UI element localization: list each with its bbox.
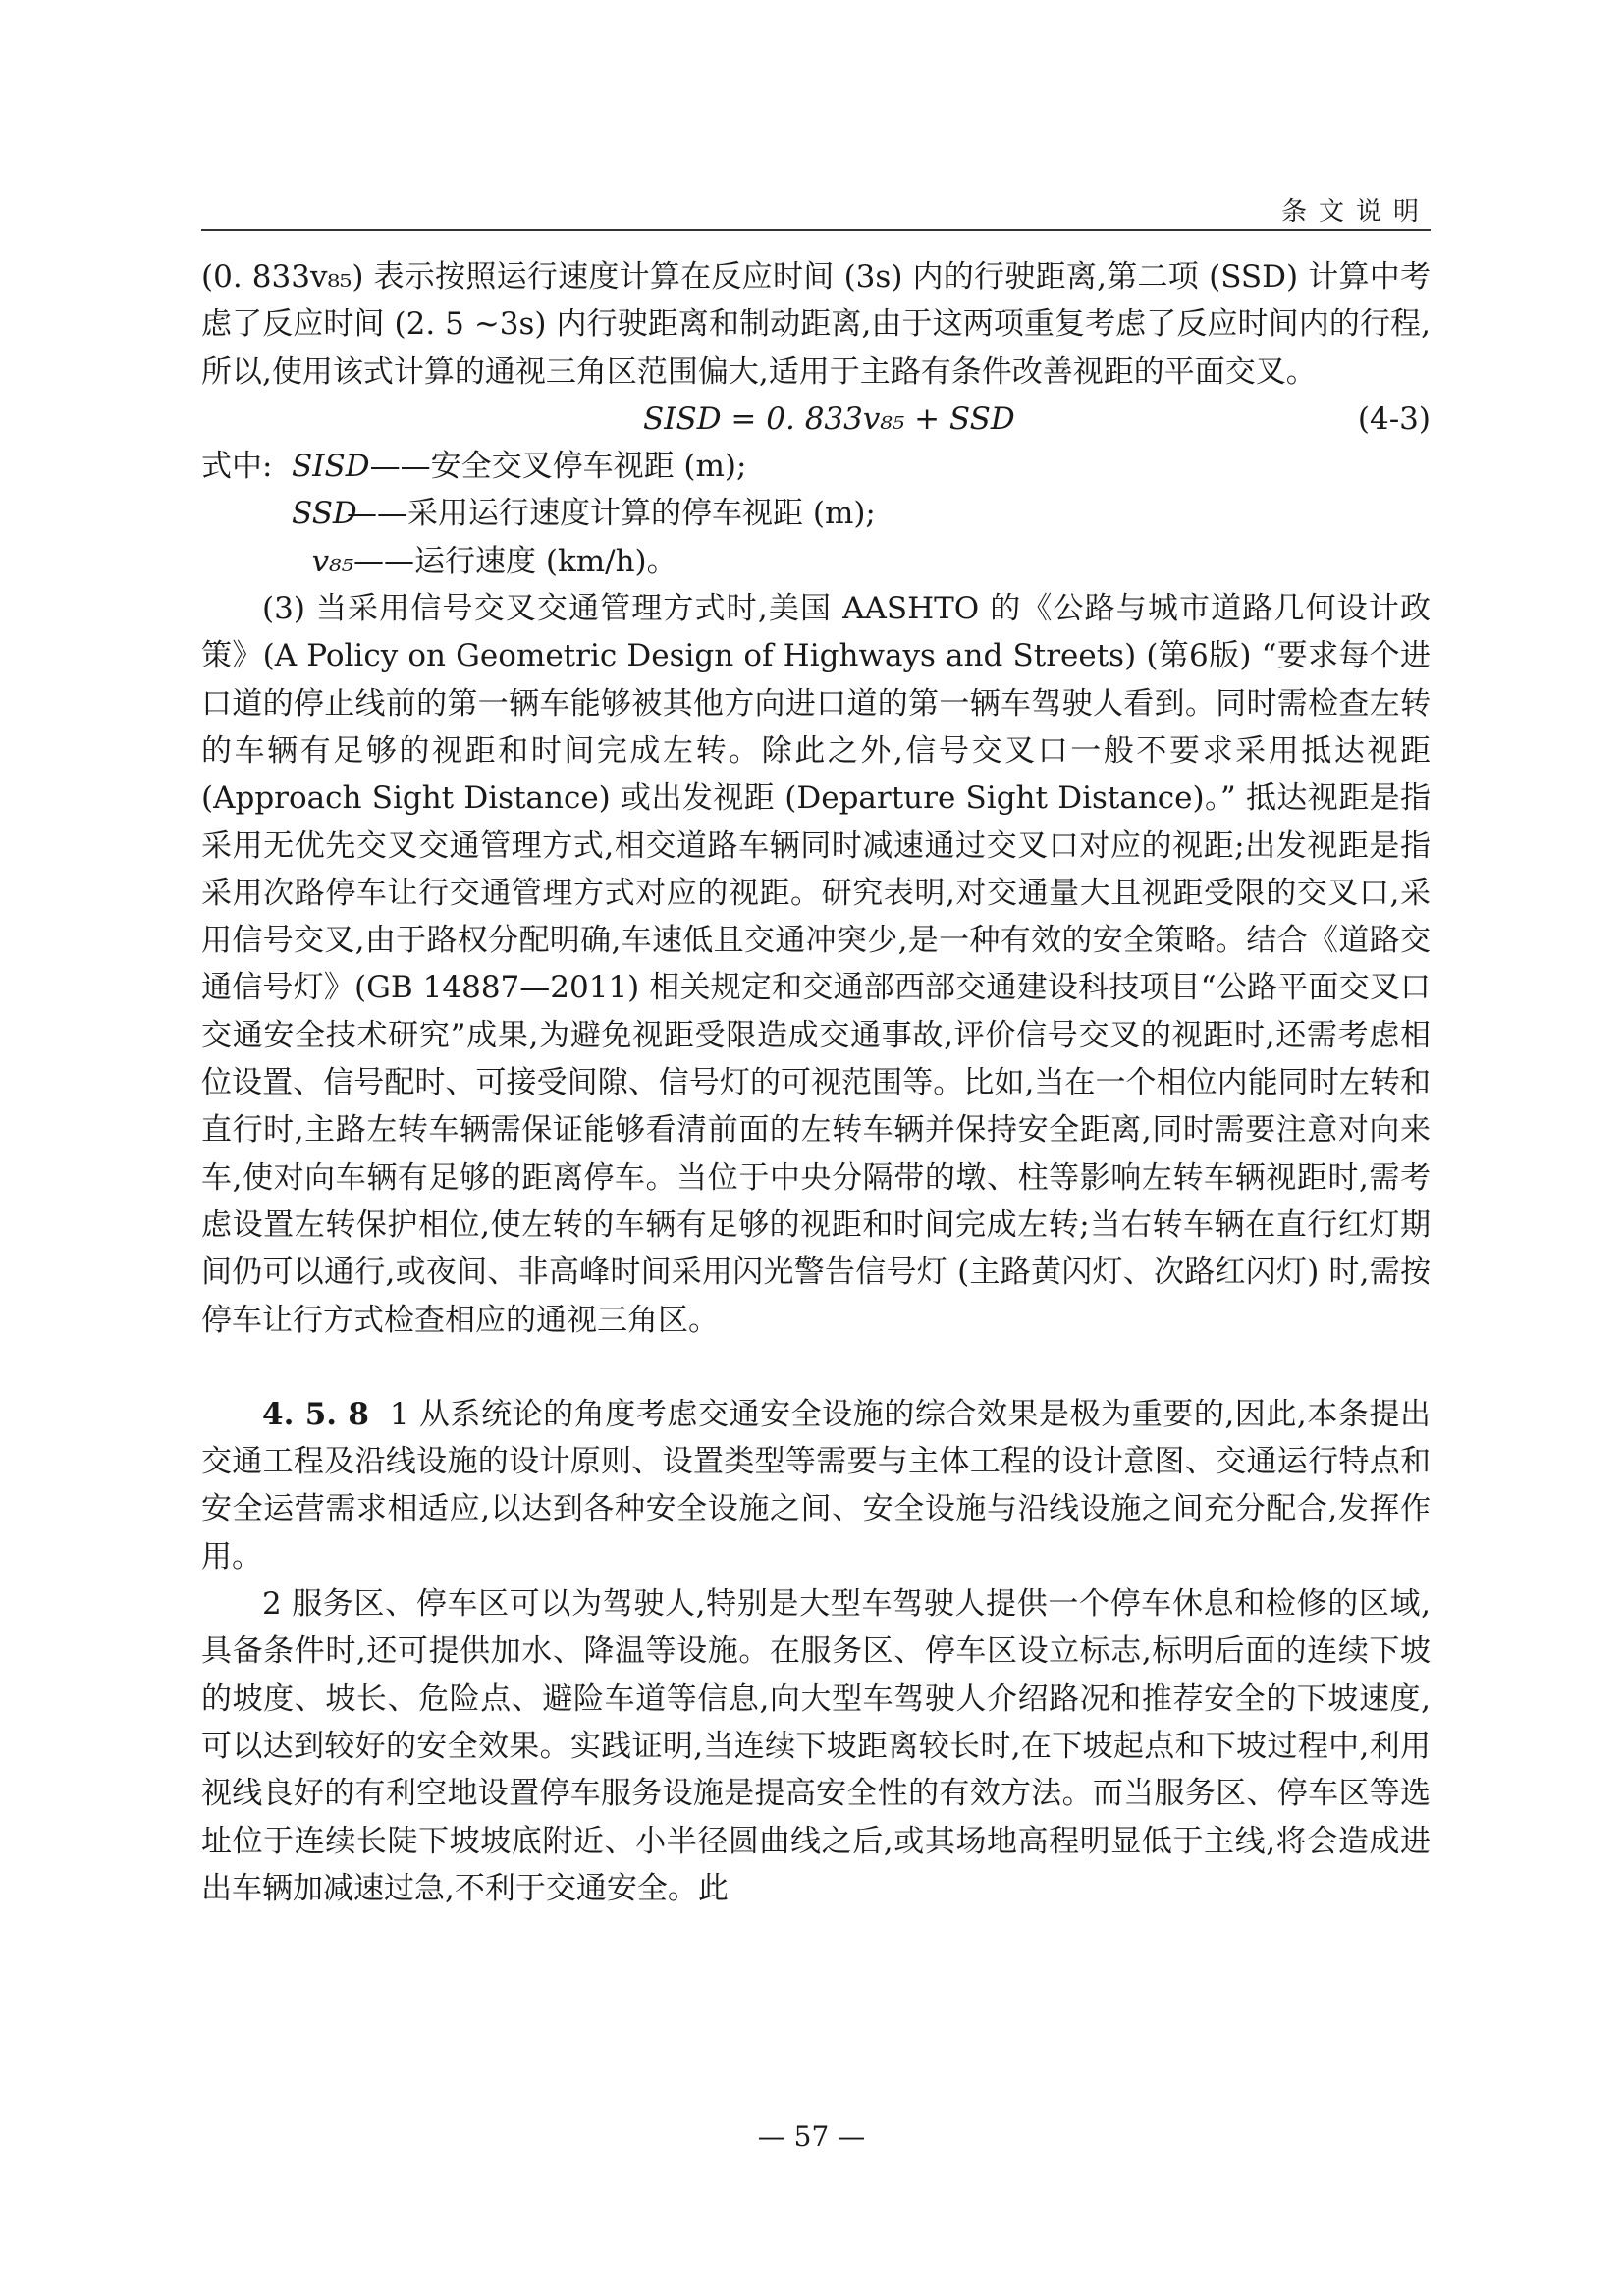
header-rule [201,229,1431,231]
formula-number: (4-3) [1357,400,1431,437]
running-header: 条文说明 [1280,197,1431,227]
body-content [201,253,1431,1912]
page-number: — 57 — [757,2120,866,2153]
definition-row [201,490,1431,537]
variable-definitions [201,443,1431,585]
definition-description: ——运行速度 (km/h)。 [353,543,677,579]
definition-description: ——安全交叉停车视距 (m); [369,449,747,485]
definition-row [201,538,1431,585]
formula-4-3 [201,396,1431,443]
definition-description: ——采用运行速度计算的停车视距 (m); [347,496,876,532]
paragraph-3-text: 1 从系统论的角度考虑交通安全设施的综合效果是极为重要的,因此,本条提出交通工程及沿线设施的设计原则、设置类型等需要与主体工程的设计意图、交通运行特点和安全运营需求相适应,以达到各种安全设施之间、安全设施与沿线设施之间充分配合,发挥作用。 [201,1396,1431,1575]
section-number: 4. 5. 8 [262,1396,369,1432]
paragraph-3 [201,1391,1431,1580]
definition-symbol: SISD [292,449,370,485]
paragraph-1: (0. 833v₈₅) 表示按照运行速度计算在反应时间 (3s) 内的行驶距离,第二项 (SSD) 计算中考虑了反应时间 (2. 5 ~3s) 内行驶距离和制动距离,由于这两项重复考虑了反应时间内的行程,所以,使用该式计算的通视三角区范围偏大,适用于主路有条件改善视距的平面交叉。 [201,259,1431,390]
definitions-prefix: 式中: [201,449,273,485]
definition-symbol: v₈₅ [311,543,353,579]
definition-symbol: SSD [292,496,357,532]
paragraph-4: 2 服务区、停车区可以为驾驶人,特别是大型车驾驶人提供一个停车休息和检修的区域,具备条件时,还可提供加水、降温等设施。在服务区、停车区设立标志,标明后面的连续下坡的坡度、坡长、危险点、避险车道等信息,向大型车驾驶人介绍路况和推荐安全的下坡速度,可以达到较好的安全效果。实践证明,当连续下坡距离较长时,在下坡起点和下坡过程中,利用视线良好的有利空地设置停车服务设施是提高安全性的有效方法。而当服务区、停车区等选址位于连续长陡下坡坡底附近、小半径圆曲线之后,或其场地高程明显低于主线,将会造成进出车辆加减速过急,不利于交通安全。此 [201,1586,1432,1906]
formula-expression: SISD = 0. 833v₈₅ + SSD [643,400,1015,437]
definition-row [201,443,1431,490]
paragraph-2: (3) 当采用信号交叉交通管理方式时,美国 AASHTO 的《公路与城市道路几何设计政策》(A Policy on Geometric Design of Highways and Streets) (第6版) “要求每个进口道的停止线前的第一辆车能够被其他方向进口道的第一辆车驾驶人看到。同时需检查左转的车辆有足够的视距和时间完成左转。除此之外,信号交叉口一般不要求采用抵达视距 (Approach Sight Distance) 或出发视距 (Departure Sight Distance)。” 抵达视距是指采用无优先交叉交通管理方式,相交道路车辆同时减速通过交叉口对应的视距;出发视距是指采用次路停车让行交通管理方式对应的视距。研究表明,对交通量大且视距受限的交叉口,采用信号交叉,由于路权分配明确,车速低且交通冲突少,是一种有效的安全策略。结合《道路交通信号灯》(GB 14887—2011) 相关规定和交通部西部交通建设科技项目“公路平面交叉口交通安全技术研究”成果,为避免视距受限造成交通事故,评价信号交叉的视距时,还需考虑相位设置、信号配时、可接受间隙、信号灯的可视范围等。比如,当在一个相位内能同时左转和直行时,主路左转车辆需保证能够看清前面的左转车辆并保持安全距离,同时需要注意对向来车,使对向车辆有足够的距离停车。当位于中央分隔带的墩、柱等影响左转车辆视距时,需考虑设置左转保护相位,使左转的车辆有足够的视距和时间完成左转;当右转车辆在直行红灯期间仍可以通行,或夜间、非高峰时间采用闪光警告信号灯 (主路黄闪灯、次路红闪灯) 时,需按停车让行方式检查相应的通视三角区。 [201,591,1431,1338]
